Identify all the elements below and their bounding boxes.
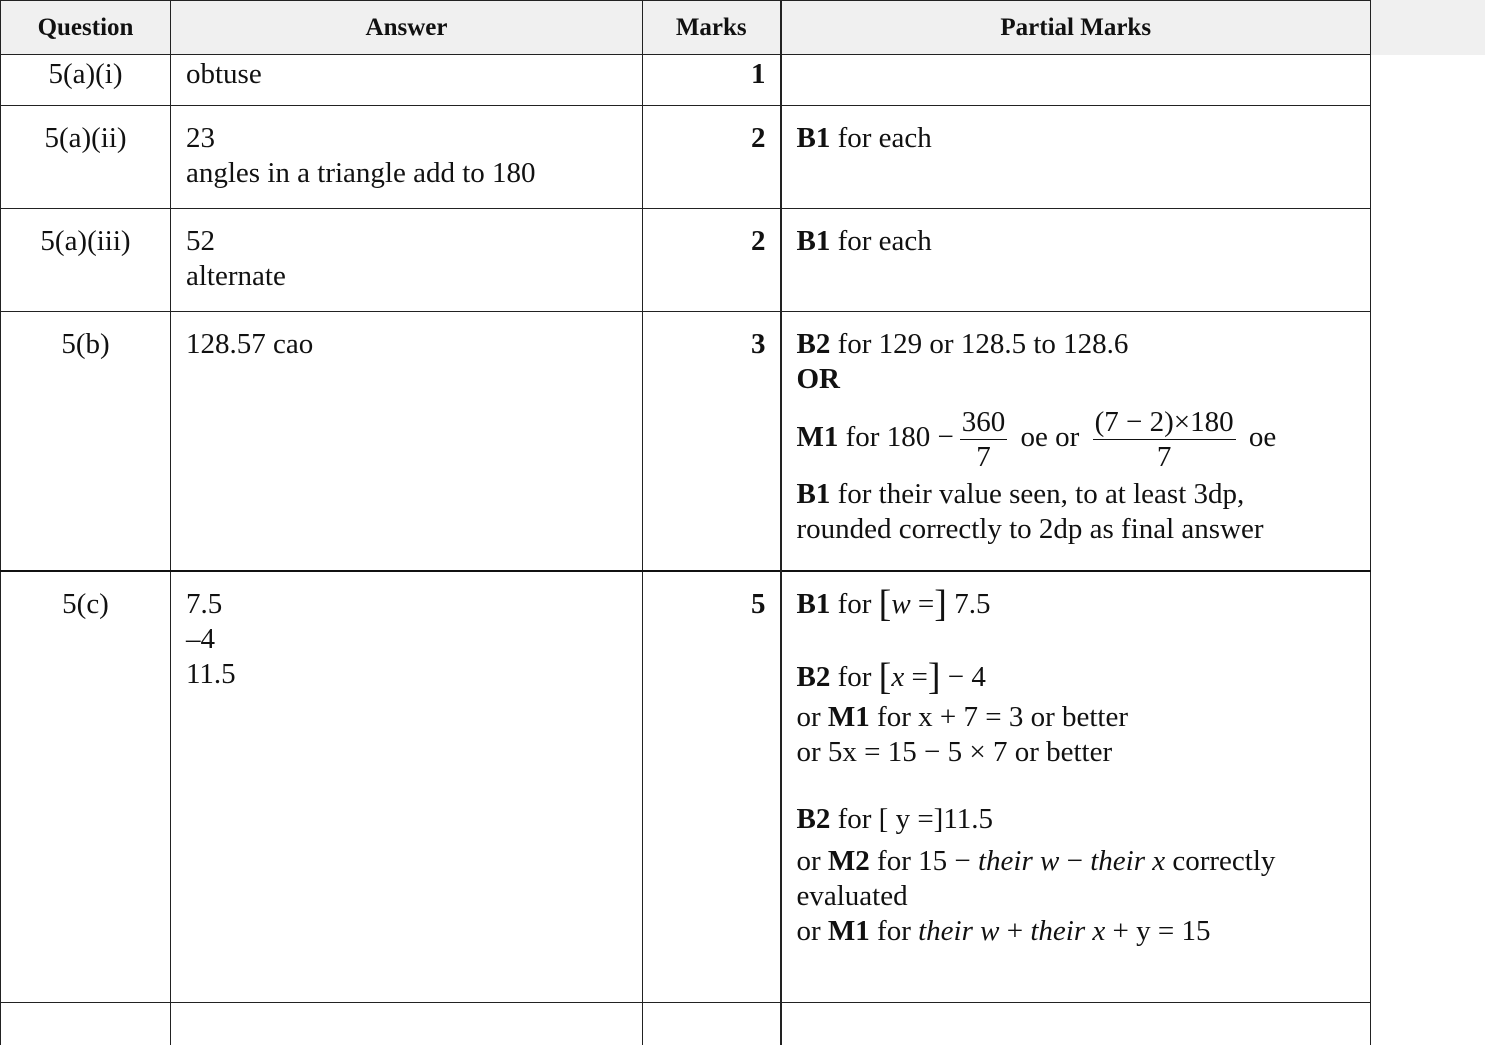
partial-line (797, 327, 1361, 362)
fraction-numerator: 360 (960, 405, 1008, 440)
or-label: OR (797, 363, 841, 395)
question-cell: 5(a)(ii) (1, 106, 171, 209)
partial-line (797, 224, 1361, 259)
partial-text: for (830, 661, 878, 693)
fraction-denominator: 7 (960, 440, 1008, 474)
partial-text: for [ y =]11.5 (830, 803, 993, 835)
partial-text: = (911, 588, 935, 620)
partial-text: 7.5 (947, 588, 991, 620)
bracket: [ (879, 583, 892, 625)
partial-text: for 180 − (838, 421, 953, 453)
marks-cell: 5 (643, 571, 781, 1003)
partial-marks-cell (781, 312, 1371, 571)
answer-line: obtuse (186, 57, 632, 92)
table-row (1, 571, 1371, 1003)
question-cell (1, 1003, 171, 1045)
partial-marks-cell (781, 1003, 1371, 1045)
mark-code: B1 (797, 225, 831, 257)
partial-marks-cell (781, 209, 1371, 312)
partial-text: + y = 15 (1105, 915, 1210, 947)
partial-text: correctly (1165, 845, 1275, 877)
partial-line (797, 914, 1361, 949)
header-marks: Marks (643, 1, 781, 55)
answer-cell (171, 312, 643, 571)
question-cell: 5(b) (1, 312, 171, 571)
partial-line (797, 582, 1361, 627)
partial-text: their w (978, 845, 1059, 877)
mark-code: M1 (828, 915, 870, 947)
partial-line: or 5x = 15 − 5 × 7 or better (797, 735, 1361, 770)
answer-line: 23 (186, 121, 632, 156)
marks-cell: 1 (643, 55, 781, 106)
fraction-denominator: 7 (1093, 440, 1236, 474)
partial-text: for (870, 915, 918, 947)
mark-code: B1 (797, 588, 831, 620)
variable: x (891, 661, 904, 693)
answer-line: 52 (186, 224, 632, 259)
fraction (1093, 405, 1236, 474)
table-row (1, 209, 1371, 312)
partial-text: or (797, 845, 828, 877)
partial-text: − 4 (940, 661, 985, 693)
table-row (1, 312, 1371, 571)
answer-cell (171, 209, 643, 312)
answer-line: –4 (186, 622, 632, 657)
spacer (797, 627, 1361, 655)
variable: w (891, 588, 910, 620)
partial-text: for x + 7 = 3 or better (870, 701, 1128, 733)
answer-line: angles in a triangle add to 180 (186, 156, 632, 191)
question-cell: 5(c) (1, 571, 171, 1003)
partial-line (797, 121, 1361, 156)
answer-cell (171, 1003, 643, 1045)
partial-text: or (797, 701, 828, 733)
mark-code: M1 (828, 701, 870, 733)
answer-line: 11.5 (186, 657, 632, 692)
partial-line (797, 391, 1361, 483)
mark-code: B2 (797, 661, 831, 693)
partial-line: rounded correctly to 2dp as final answer (797, 512, 1361, 547)
fraction-numerator: (7 − 2)×180 (1093, 405, 1236, 440)
answer-cell (171, 106, 643, 209)
partial-text: for each (830, 122, 931, 154)
table-row (1, 106, 1371, 209)
partial-line (797, 700, 1361, 735)
mark-code: M2 (828, 845, 870, 877)
partial-line (797, 655, 1361, 700)
partial-line (797, 844, 1361, 879)
partial-text: for (830, 588, 878, 620)
bracket: ] (928, 656, 941, 698)
partial-text: for their value seen, to at least 3dp, (830, 478, 1244, 510)
table-row (1, 1003, 1371, 1045)
partial-text: for 15 − (870, 845, 978, 877)
question-cell: 5(a)(iii) (1, 209, 171, 312)
partial-text: their x (1090, 845, 1165, 877)
header-answer: Answer (171, 1, 643, 55)
partial-text: their w (918, 915, 999, 947)
header-question: Question (1, 1, 171, 55)
marks-cell: 3 (643, 312, 781, 571)
mark-code: M1 (797, 421, 839, 453)
marks-cell (643, 1003, 781, 1045)
mark-code: B1 (797, 122, 831, 154)
partial-line: evaluated (797, 879, 1361, 914)
partial-line (797, 802, 1361, 837)
header-partial-marks: Partial Marks (781, 1, 1371, 55)
partial-text: for each (830, 225, 931, 257)
partial-text: − (1059, 845, 1090, 877)
partial-text: for 129 or 128.5 to 128.6 (830, 328, 1128, 360)
marks-cell: 2 (643, 106, 781, 209)
question-cell: 5(a)(i) (1, 55, 171, 106)
partial-marks-cell (781, 55, 1371, 106)
table-row (1, 55, 1371, 106)
bracket: [ (879, 656, 892, 698)
header-row (1, 1, 1371, 55)
header-background-extension (1370, 0, 1485, 55)
answer-line: alternate (186, 259, 632, 294)
answer-line: 7.5 (186, 587, 632, 622)
answer-cell (171, 55, 643, 106)
answer-cell (171, 571, 643, 1003)
mark-code: B1 (797, 478, 831, 510)
partial-text: + (1000, 915, 1031, 947)
partial-text: = (904, 661, 928, 693)
spacer (797, 770, 1361, 798)
answer-line: 128.57 cao (186, 327, 632, 362)
partial-marks-cell (781, 106, 1371, 209)
bracket: ] (934, 583, 947, 625)
marks-cell: 2 (643, 209, 781, 312)
partial-text: oe or (1021, 421, 1080, 453)
partial-text: oe (1249, 421, 1276, 453)
partial-text: their x (1030, 915, 1105, 947)
partial-marks-cell (781, 571, 1371, 1003)
fraction (960, 405, 1008, 474)
mark-code: B2 (797, 328, 831, 360)
partial-text: or (797, 915, 828, 947)
mark-code: B2 (797, 803, 831, 835)
